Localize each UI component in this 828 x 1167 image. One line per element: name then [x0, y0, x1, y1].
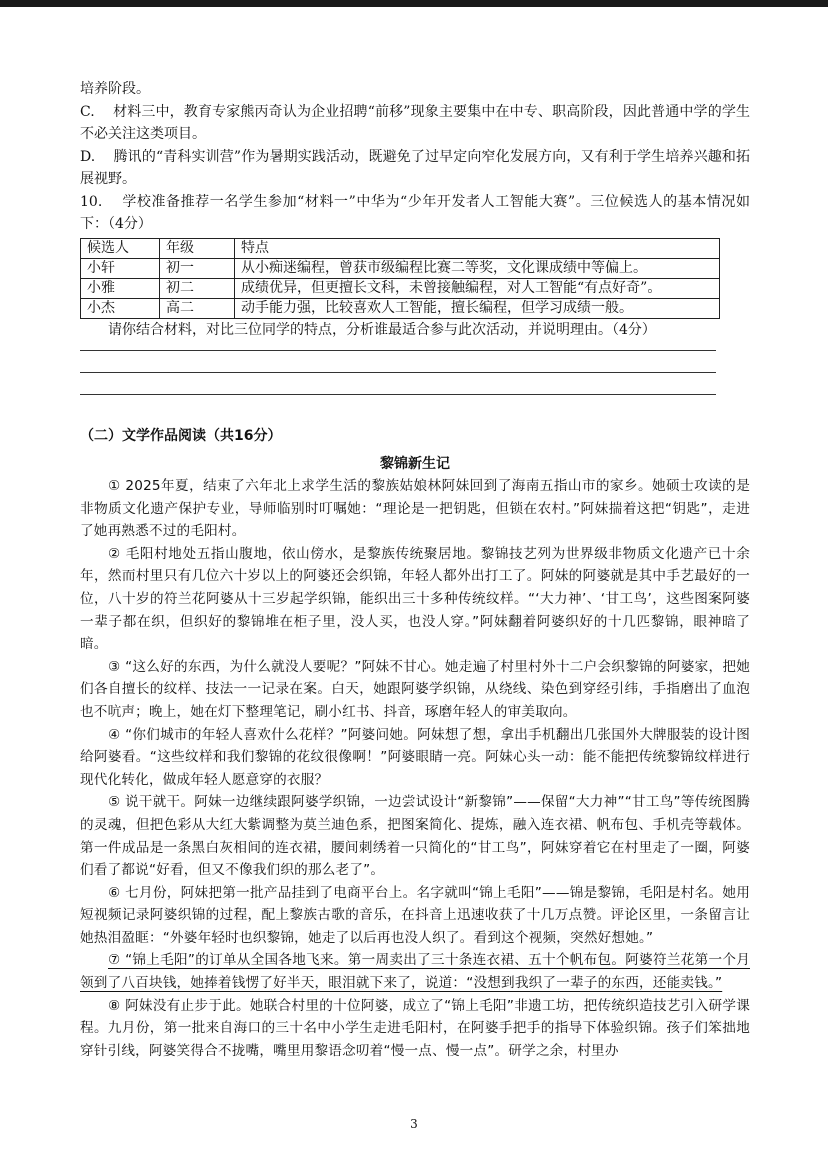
option-d-text: 腾讯的“青科实训营”作为暑期实践活动，既避免了过早定向窄化发展方向，又有利于学生培养兴趣和拓展视野。 — [80, 148, 751, 187]
section-heading: （二）文学作品阅读（共16分） — [80, 428, 282, 444]
table-header-cell: 候选人 — [81, 238, 160, 258]
story-paragraph: ⑧ 阿妹没有止步于此。她联合村里的十位阿婆，成立了“锦上毛阳”非遗工坊，把传统织造技艺引入研学课程。九月份，第一批来自海口的三十名中小学生走进毛阳村，在阿婆手把手的指导下体验织锦。孩子们笨拙地穿针引线，阿婆笑得合不拢嘴，嘴里用黎语念叨着“慢一点、慢一点”。研学之余，村里办 — [80, 997, 750, 1059]
story-paragraph: ⑥ 七月份，阿妹把第一批产品挂到了电商平台上。名字就叫“锦上毛阳”——锦是黎锦，毛阳是村名。她用短视频记录阿婆织锦的过程，配上黎族古歌的音乐，在抖音上迅速收获了十几万点赞。评论区里，一条留言让她热泪盈眶：“外婆年轻时也织黎锦，她走了以后再也没人织了。看到这个视频，突然好想她。” — [80, 884, 750, 946]
table-cell: 初一 — [160, 258, 235, 278]
story-paragraph: ⑤ 说干就干。阿妹一边继续跟阿婆学织锦，一边尝试设计“新黎锦”——保留“大力神”“甘工鸟”等传统图腾的灵魂，但把色彩从大红大紫调整为莫兰迪色系，把图案简化、提炼，融入连衣裙、帆布包、手机壳等载体。第一件成品是一条黑白灰相间的连衣裙，腰间刺绣着一只简化的“甘工鸟”，阿妹穿着它在村里走了一圈，阿婆们看了都说“好看，但又不像我们织的那么老了”。 — [80, 794, 750, 879]
table-cell: 小杰 — [81, 298, 160, 318]
table-cell: 成绩优异，但更擅长文科，未曾接触编程，对人工智能“有点好奇”。 — [235, 278, 720, 298]
option-d-label: D. — [80, 148, 96, 165]
underlined-passage: ⑦ “锦上毛阳”的订单从全国各地飞来。第一周卖出了三十条连衣裙、五十个帆布包。阿婆符兰花第一个月领到了八百块钱，她捧着钱愣了好半天，眼泪就下来了，说道：“没想到我织了一辈子的东西，还能卖钱。” — [80, 952, 750, 992]
table-header-cell: 特点 — [235, 238, 720, 258]
table-row — [81, 278, 720, 298]
table-cell: 初二 — [160, 278, 235, 298]
question-10-stem — [80, 191, 750, 236]
table-cell: 动手能力强，比较喜欢人工智能，擅长编程，但学习成绩一般。 — [235, 298, 720, 318]
candidate-table — [80, 238, 720, 319]
table-row — [81, 298, 720, 318]
answer-line[interactable] — [80, 350, 716, 351]
answer-line[interactable] — [80, 394, 716, 395]
question-10-text: 学校准备推荐一名学生参加“材料一”中华为“少年开发者人工智能大赛”。三位候选人的基本情况如下：（4分） — [80, 193, 750, 232]
page-number: 3 — [410, 1117, 418, 1131]
top-fragment: 培养阶段。 — [80, 81, 150, 97]
option-c-text: 材料三中，教育专家熊丙奇认为企业招聘“前移”现象主要集中在中专、职高阶段，因此普通中学的学生不必关注这类项目。 — [80, 103, 750, 142]
table-cell: 小轩 — [81, 258, 160, 278]
story-paragraph-underlined — [80, 949, 750, 994]
table-header-cell: 年级 — [160, 238, 235, 258]
top-border-bar — [0, 0, 828, 7]
option-d — [80, 146, 750, 191]
option-c — [80, 101, 750, 146]
table-cell: 从小痴迷编程，曾获市级编程比赛二等奖，文化课成绩中等偏上。 — [235, 258, 720, 278]
story-title: 黎锦新生记 — [380, 455, 450, 472]
answer-line[interactable] — [80, 372, 716, 373]
table-header-row — [81, 238, 720, 258]
story-paragraph: ④ “你们城市的年轻人喜欢什么花样？”阿婆问她。阿妹想了想，拿出手机翻出几张国外大牌服装的设计图给阿婆看。“这些纹样和我们黎锦的花纹很像啊！”阿婆眼睛一亮。阿妹心头一动：能不能把传统黎锦纹样进行现代化转化，做成年轻人愿意穿的衣服？ — [80, 726, 750, 788]
question-10-prompt: 请你结合材料，对比三位同学的特点，分析谁最适合参与此次活动，并说明理由。（4分） — [108, 321, 656, 338]
story-paragraph: ② 毛阳村地处五指山腹地，依山傍水，是黎族传统聚居地。黎锦技艺列为世界级非物质文化遗产已十余年，然而村里只有几位六十岁以上的阿婆还会织锦，年轻人都外出打工了。阿妹的阿婆就是其中手艺最好的一位，八十岁的符兰花阿婆从十三岁起学织锦，能织出三十多种传统纹样。“‘大力神’、‘甘工鸟’，这些图案阿婆一辈子都在织，但织好的黎锦堆在柜子里，没人买，也没人穿。”阿妹翻着阿婆织好的十几匹黎锦，眼神暗了暗。 — [80, 545, 750, 653]
table-cell: 小雅 — [81, 278, 160, 298]
story-paragraph: ① 2025年夏，结束了六年北上求学生活的黎族姑娘林阿妹回到了海南五指山市的家乡。她硕士攻读的是非物质文化遗产保护专业，导师临别时叮嘱她：“理论是一把钥匙，但锁在农村。”阿妹揣着这把“钥匙”，走进了她再熟悉不过的毛阳村。 — [80, 478, 750, 540]
option-c-label: C. — [80, 103, 95, 120]
question-10-number: 10. — [80, 193, 103, 210]
table-cell: 高二 — [160, 298, 235, 318]
exam-page — [80, 78, 750, 1062]
story-paragraph: ③ “这么好的东西，为什么就没人要呢？”阿妹不甘心。她走遍了村里村外十二户会织黎锦的阿婆家，把她们各自擅长的纹样、技法一一记录在案。白天，她跟阿婆学织锦，从绕线、染色到穿经引纬，手指磨出了血泡也不吭声；晚上，她在灯下整理笔记，刷小红书、抖音，琢磨年轻人的审美取向。 — [80, 658, 750, 720]
table-row — [81, 258, 720, 278]
